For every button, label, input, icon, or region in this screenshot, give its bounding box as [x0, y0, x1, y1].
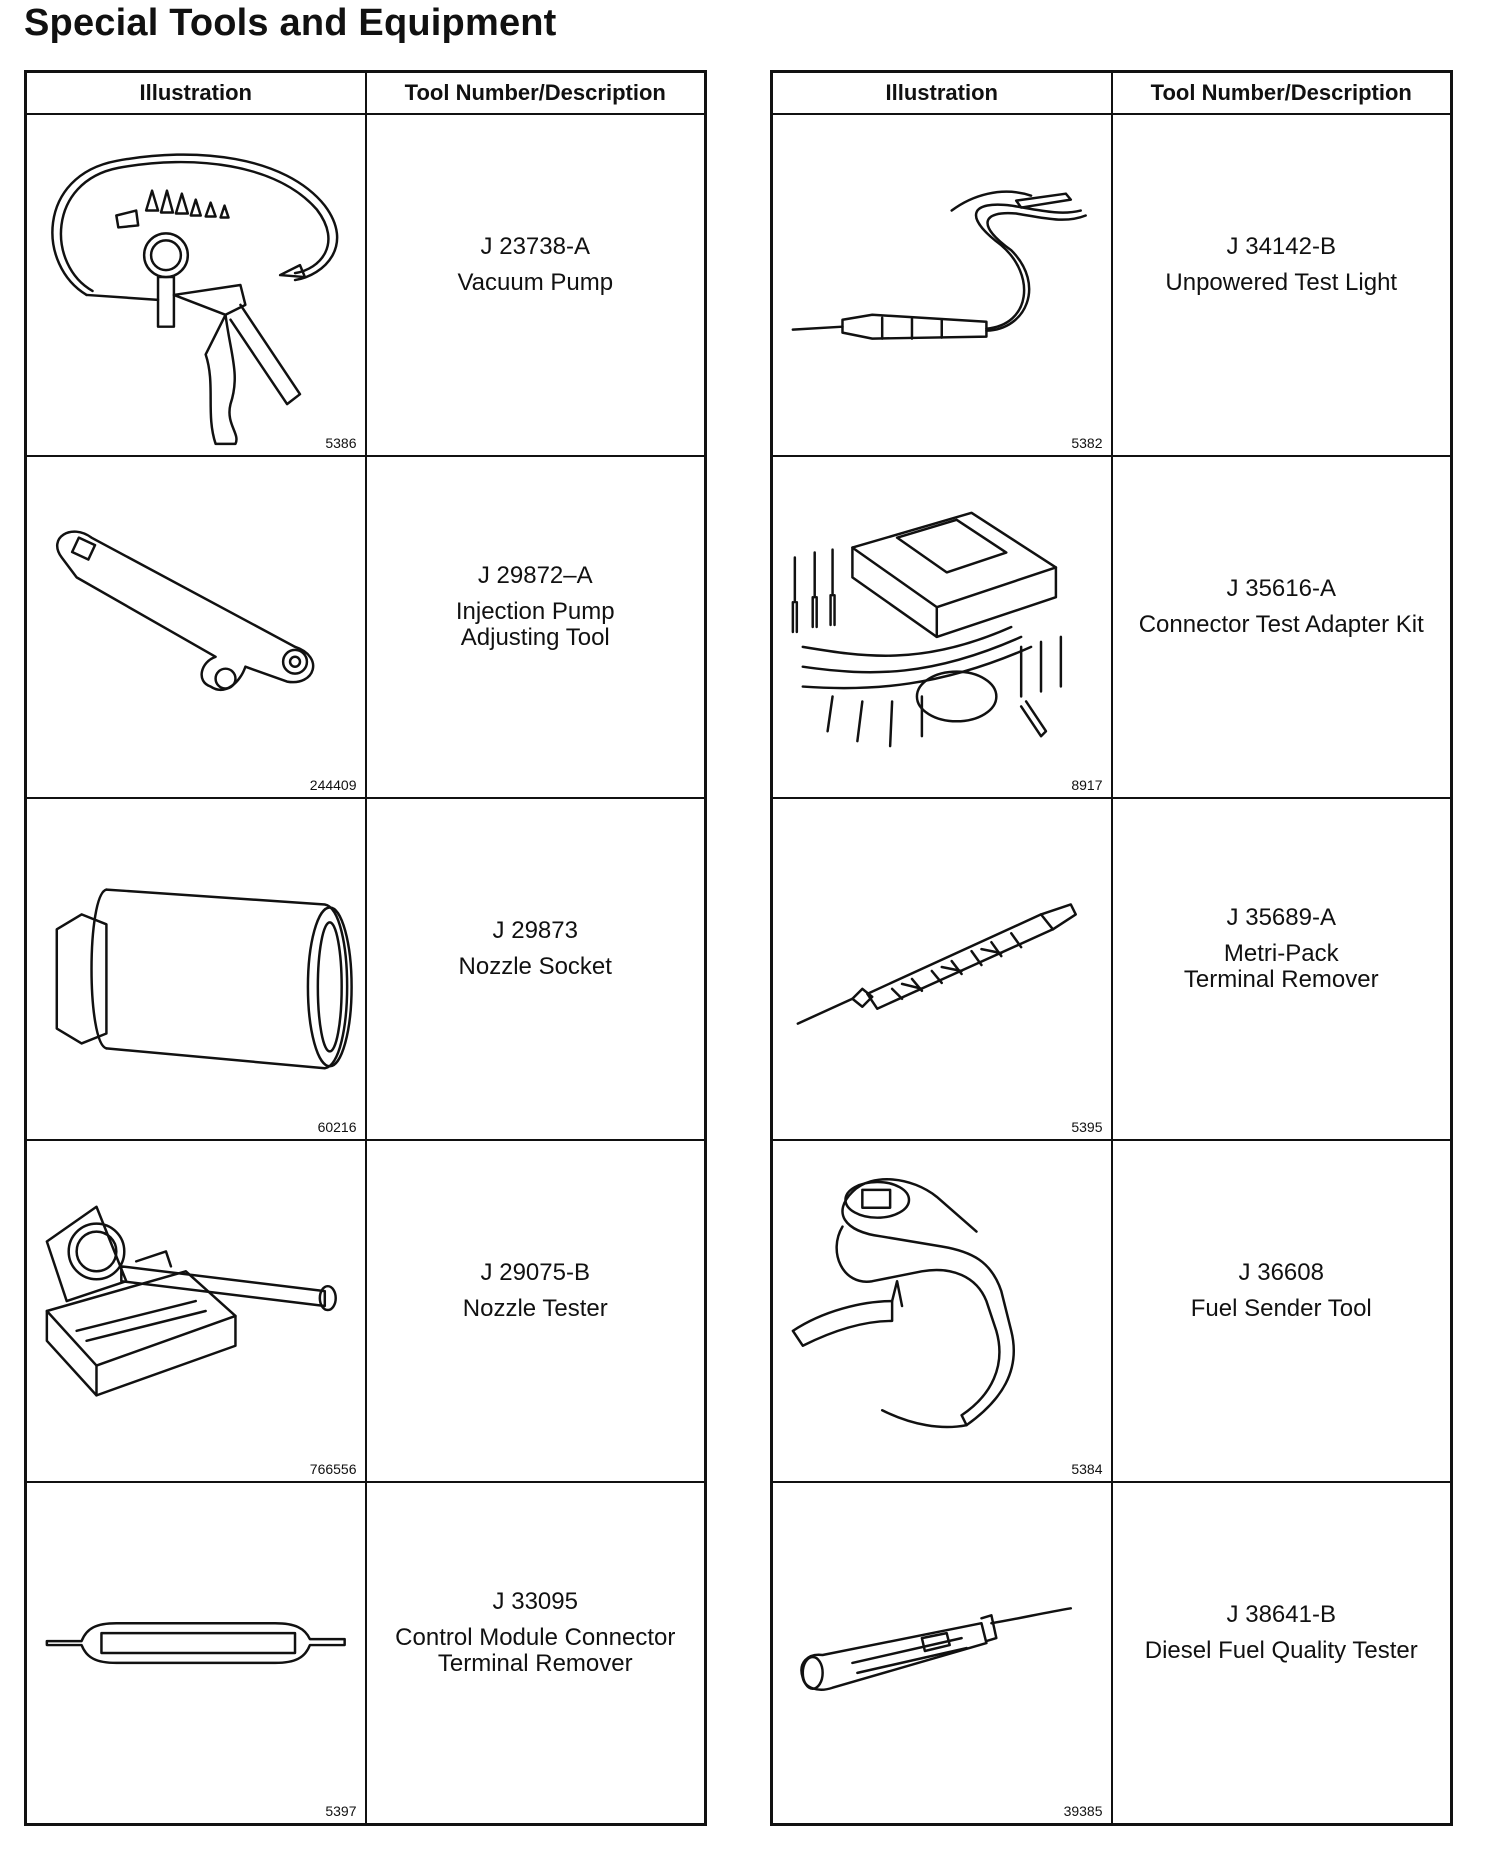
figure-reference: 766556 — [309, 1461, 357, 1477]
illustration-cell — [772, 798, 1112, 1140]
metri-pack-remover-icon — [773, 799, 1111, 1139]
tool-description-cell — [366, 1140, 706, 1482]
fuel-quality-tester-icon — [773, 1483, 1111, 1823]
figure-reference: 244409 — [309, 777, 357, 793]
table-row — [772, 1140, 1452, 1482]
tool-number: J 29075-B — [480, 1259, 590, 1286]
tool-number: J 29873 — [492, 917, 578, 944]
tool-number: J 29872–A — [477, 562, 593, 589]
tool-description: Vacuum Pump — [457, 269, 614, 296]
tool-description-cell — [366, 114, 706, 456]
table-row — [26, 456, 706, 798]
tool-number: J 36608 — [1238, 1259, 1324, 1286]
tool-number: J 33095 — [492, 1588, 578, 1615]
column-header-tool: Tool Number/Description — [1112, 72, 1452, 115]
tool-description: Connector Test Adapter Kit — [1138, 611, 1424, 638]
figure-reference: 5395 — [1071, 1119, 1103, 1135]
table-row — [772, 1482, 1452, 1825]
tool-description: Fuel Sender Tool — [1190, 1295, 1372, 1322]
illustration-cell — [772, 1482, 1112, 1825]
tool-description-cell — [366, 1482, 706, 1825]
tool-description-cell — [366, 456, 706, 798]
table-row — [772, 114, 1452, 456]
figure-reference: 5384 — [1071, 1461, 1103, 1477]
tool-number: J 35616-A — [1226, 575, 1336, 602]
table-row — [26, 114, 706, 456]
illustration-cell — [26, 1482, 366, 1825]
column-header-illustration: Illustration — [26, 72, 366, 115]
tool-description-line: Metri-Pack — [1223, 940, 1339, 967]
table-row — [772, 456, 1452, 798]
illustration-cell — [26, 798, 366, 1140]
table-row — [26, 1140, 706, 1482]
illustration-cell — [772, 114, 1112, 456]
tool-description-cell — [1112, 456, 1452, 798]
tool-description-line: Terminal Remover — [1183, 966, 1379, 993]
tool-number: J 34142-B — [1226, 233, 1336, 260]
tool-description: Unpowered Test Light — [1165, 269, 1398, 296]
adapter-kit-icon — [773, 457, 1111, 797]
illustration-cell — [26, 114, 366, 456]
table-row — [26, 798, 706, 1140]
column-header-illustration: Illustration — [772, 72, 1112, 115]
test-light-icon — [773, 115, 1111, 455]
nozzle-socket-icon — [27, 799, 365, 1139]
tool-description-line: Terminal Remover — [437, 1650, 633, 1677]
tools-table-left — [24, 70, 707, 1826]
illustration-cell — [26, 1140, 366, 1482]
illustration-cell — [772, 456, 1112, 798]
figure-reference: 5382 — [1071, 435, 1103, 451]
illustration-cell — [772, 1140, 1112, 1482]
page-title: Special Tools and Equipment — [24, 2, 557, 44]
adjusting-tool-icon — [27, 457, 365, 797]
table-row — [26, 1482, 706, 1825]
tool-description-line: Control Module Connector — [395, 1624, 676, 1651]
table-header — [26, 72, 706, 115]
vacuum-pump-icon — [27, 115, 365, 455]
figure-reference: 39385 — [1063, 1803, 1103, 1819]
tool-description-cell — [1112, 1482, 1452, 1825]
tool-description-cell — [1112, 798, 1452, 1140]
tools-table-right — [770, 70, 1453, 1826]
column-header-tool: Tool Number/Description — [366, 72, 706, 115]
illustration-cell — [26, 456, 366, 798]
figure-reference: 5397 — [325, 1803, 357, 1819]
tool-description: Nozzle Tester — [462, 1295, 608, 1322]
table-row — [772, 798, 1452, 1140]
tool-number: J 35689-A — [1226, 904, 1336, 931]
nozzle-tester-icon — [27, 1141, 365, 1481]
tool-description-cell — [1112, 114, 1452, 456]
tool-number: J 23738-A — [480, 233, 590, 260]
fuel-sender-tool-icon — [773, 1141, 1111, 1481]
tool-description-line: Injection Pump — [455, 598, 615, 625]
tool-description-cell — [366, 798, 706, 1140]
tool-description: Diesel Fuel Quality Tester — [1144, 1637, 1418, 1664]
table-header — [772, 72, 1452, 115]
figure-reference: 8917 — [1071, 777, 1103, 793]
terminal-remover-icon — [27, 1483, 365, 1823]
tool-description: Nozzle Socket — [458, 953, 612, 980]
figure-reference: 5386 — [325, 435, 357, 451]
tool-number: J 38641-B — [1226, 1601, 1336, 1628]
tool-description-line: Adjusting Tool — [460, 624, 610, 651]
figure-reference: 60216 — [317, 1119, 357, 1135]
tool-description-cell — [1112, 1140, 1452, 1482]
